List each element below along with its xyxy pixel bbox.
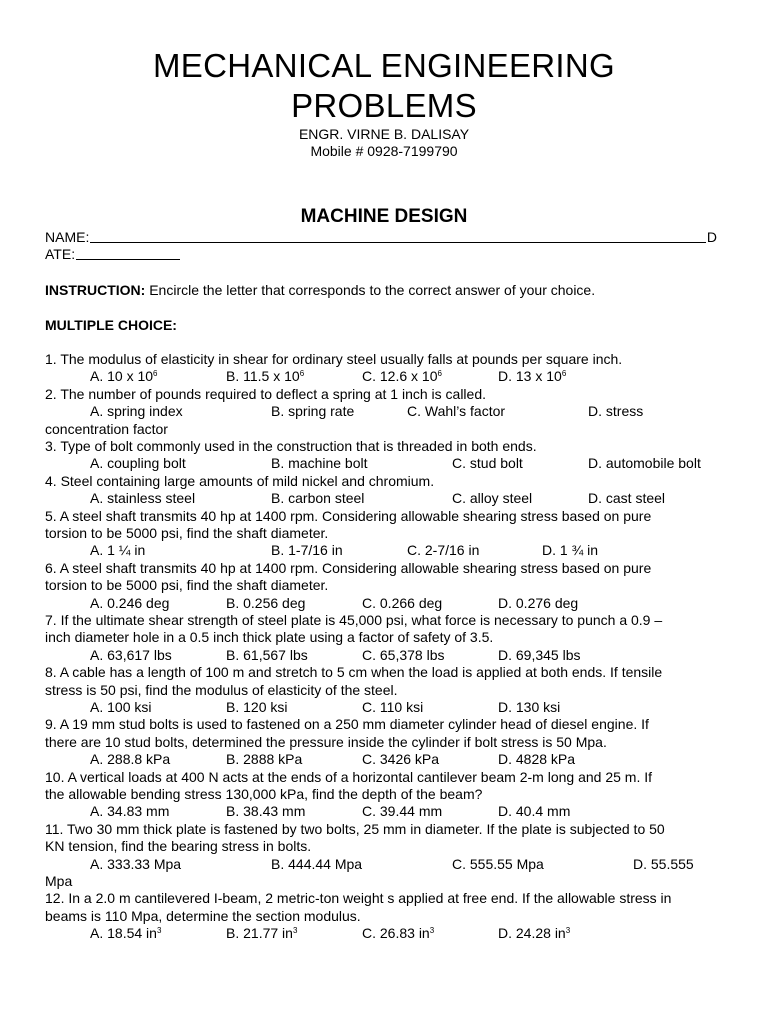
question-8-choice-b[interactable] — [226, 699, 287, 716]
name-line — [45, 229, 717, 246]
choice-text: B. 120 ksi — [226, 699, 288, 715]
question-4-choice-b[interactable] — [271, 490, 364, 507]
question-3-choices — [90, 455, 730, 472]
choice-text: C. stud bolt — [452, 455, 523, 472]
choice-text: B. 1-7/16 in — [271, 542, 343, 559]
choice-text: D. 4828 kPa — [498, 751, 576, 768]
question-7-text-line-1: 7. If the ultimate shear strength of steel plate is 45,000 psi, what force is necessary to punch a 0.9 – — [45, 612, 663, 628]
question-4-choices — [90, 490, 730, 507]
name-blank[interactable] — [90, 229, 706, 243]
choice-text: A. 34.83 mm — [90, 803, 170, 820]
choice-exponent: 3 — [156, 926, 162, 936]
document-title-line-1: MECHANICAL ENGINEERING — [153, 47, 615, 84]
date-blank[interactable] — [76, 246, 180, 260]
question-8-choice-a[interactable] — [90, 699, 151, 716]
question-5-choice-b[interactable] — [271, 542, 343, 559]
question-4-choice-d[interactable] — [588, 490, 665, 507]
question-8-choice-d[interactable] — [498, 699, 560, 716]
author-mobile: Mobile # 0928-7199790 — [310, 143, 458, 159]
question-6-choices — [90, 595, 730, 612]
question-1-choice-c[interactable] — [362, 368, 442, 385]
document-title-line-2: PROBLEMS — [291, 87, 477, 124]
choice-text: D. 1 ¾ in — [542, 542, 599, 559]
choice-text: B. 0.256 deg — [226, 594, 306, 611]
choice-text: A. 288.8 kPa — [90, 751, 171, 768]
choice-text: B. 444.44 Mpa — [271, 855, 363, 872]
question-7-choice-b[interactable] — [226, 647, 308, 664]
question-2-choices — [90, 403, 730, 420]
question-7-choice-a[interactable] — [90, 647, 172, 664]
choice-text: A. coupling bolt — [90, 455, 186, 472]
name-label: NAME: — [45, 229, 90, 245]
choice-exponent: 3 — [292, 926, 298, 936]
choice-text: C. 555.55 Mpa — [452, 855, 544, 872]
section-title: MACHINE DESIGN — [300, 206, 468, 227]
choice-text: C. 2-7/16 in — [407, 542, 480, 559]
question-8-text-line-2: stress is 50 psi, find the modulus of elasticity of the steel. — [45, 681, 398, 698]
question-4-text-line-1: 4. Steel containing large amounts of mild nickel and chromium. — [45, 472, 435, 489]
question-10-choices — [90, 803, 730, 820]
question-9-text-line-1: 9. A 19 mm stud bolts is used to fastened on a 250 mm diameter cylinder head of diesel engine. If — [45, 716, 649, 733]
question-7-text-line-2: inch diameter hole in a 0.5 inch thick plate using a factor of safety of 3.5. — [45, 629, 494, 646]
choice-exponent: 3 — [565, 926, 571, 936]
question-10-choice-c[interactable] — [362, 803, 442, 820]
choice-text: B. spring rate — [271, 403, 355, 420]
choice-exponent: 6 — [153, 369, 158, 379]
date-label-start: D — [706, 229, 717, 245]
question-5-text-line-2: torsion to be 5000 psi, find the shaft diameter. — [45, 525, 329, 541]
question-3-choice-a[interactable] — [90, 455, 186, 472]
question-3-text-line-1: 3. Type of bolt commonly used in the construction that is threaded in both ends. — [45, 438, 537, 454]
choice-text: C. Wahl’s factor — [407, 403, 506, 420]
question-5-choice-d[interactable] — [542, 542, 598, 559]
question-3-choice-c[interactable] — [452, 455, 523, 472]
choice-text: D. stress — [588, 403, 644, 420]
question-9-choice-c[interactable] — [362, 751, 439, 768]
question-10-choice-a[interactable] — [90, 803, 169, 820]
question-11-choice-continuation: Mpa — [45, 873, 73, 889]
question-2-choice-b[interactable] — [271, 403, 354, 420]
choice-text: B. 2888 kPa — [226, 751, 303, 768]
choice-text: D. 13 x 10 — [498, 368, 562, 385]
question-1-text-line-1: 1. The modulus of elasticity in shear for ordinary steel usually falls at pounds per square inch. — [45, 351, 623, 367]
question-5-text-line-1: 5. A steel shaft transmits 40 hp at 1400 rpm. Considering allowable shearing stress based on pure — [45, 507, 652, 524]
question-8-choice-c[interactable] — [362, 699, 423, 716]
question-6-text-line-2: torsion to be 5000 psi, find the shaft diameter. — [45, 577, 329, 594]
choice-text: A. stainless steel — [90, 490, 196, 507]
question-11-choice-c[interactable] — [452, 856, 544, 873]
question-8-text-line-1: 8. A cable has a length of 100 m and stretch to 5 cm when the load is applied at both ends. If tensile — [45, 664, 663, 681]
choice-text: D. 40.4 mm — [498, 803, 571, 820]
choice-text: C. 65,378 lbs — [362, 646, 445, 663]
question-11-choice-b[interactable] — [271, 856, 362, 873]
question-4-choice-c[interactable] — [452, 490, 532, 507]
choice-text: D. 69,345 lbs — [498, 646, 581, 663]
choice-text: A. 10 x 10 — [90, 368, 154, 385]
choice-exponent: 3 — [429, 926, 435, 936]
question-9-choice-d[interactable] — [498, 751, 575, 768]
choice-text: A. spring index — [90, 403, 183, 420]
choice-text: B. carbon steel — [271, 490, 365, 507]
instruction-text: Encircle the letter that corresponds to the correct answer of your choice. — [145, 282, 596, 298]
question-12-text-line-1: 12. In a 2.0 m cantilevered I-beam, 2 metric-ton weight s applied at free end. If the allowable stress in — [45, 890, 672, 907]
choice-text: B. 61,567 lbs — [226, 646, 308, 663]
choice-text: D. 24.28 in — [498, 925, 566, 942]
question-8-choices — [90, 699, 730, 716]
choice-text: C. 12.6 x 10 — [362, 368, 438, 385]
choice-text: A. 100 ksi — [90, 699, 152, 715]
question-5-choice-a[interactable] — [90, 542, 145, 559]
question-11-text-line-2: KN tension, find the bearing stress in bolts. — [45, 838, 312, 855]
choice-exponent: 6 — [437, 369, 442, 379]
choice-text: A. 0.246 deg — [90, 594, 170, 611]
choice-text: B. 38.43 mm — [226, 803, 306, 820]
choice-text: A. 1 ¼ in — [90, 542, 146, 559]
choice-text: C. 3426 kPa — [362, 751, 440, 768]
choice-text: A. 333.33 Mpa — [90, 855, 182, 872]
question-2-choice-a[interactable] — [90, 403, 183, 420]
question-7-choices — [90, 647, 730, 664]
choice-text: D. 55.555 — [633, 855, 694, 872]
choice-text: D. 130 ksi — [498, 699, 561, 715]
choice-text: B. 21.77 in — [226, 925, 293, 942]
question-12-choice-b[interactable] — [226, 925, 297, 942]
question-10-text-line-2: the allowable bending stress 130,000 kPa, find the depth of the beam? — [45, 786, 483, 802]
question-9-text-line-2: there are 10 stud bolts, determined the pressure inside the cylinder if bolt stress is 50 Mpa. — [45, 733, 607, 750]
question-6-choice-b[interactable] — [226, 595, 305, 612]
question-12-choices — [90, 925, 730, 942]
question-2-choice-continuation: concentration factor — [45, 420, 168, 437]
question-10-text-line-1: 10. A vertical loads at 400 N acts at the ends of a horizontal cantilever beam 2-m long and 25 m. If — [45, 768, 653, 785]
question-12-choice-d[interactable] — [498, 925, 570, 942]
choice-text: C. 0.266 deg — [362, 594, 443, 611]
question-9-choice-a[interactable] — [90, 751, 170, 768]
question-3-choice-d[interactable] — [588, 455, 701, 472]
question-2-choice-d[interactable] — [588, 403, 643, 420]
question-9-choice-b[interactable] — [226, 751, 302, 768]
question-10-choice-b[interactable] — [226, 803, 305, 820]
choice-text: A. 63,617 lbs — [90, 646, 172, 663]
question-5-choice-c[interactable] — [407, 542, 479, 559]
date-label-rest: ATE: — [45, 246, 76, 262]
question-11-text-line-1: 11. Two 30 mm thick plate is fastened by two bolts, 25 mm in diameter. If the plate is subjected to 50 — [45, 820, 665, 837]
instruction-label: INSTRUCTION: — [45, 282, 146, 298]
question-12-choice-c[interactable] — [362, 925, 434, 942]
question-7-choice-c[interactable] — [362, 647, 445, 664]
choice-text: C. 110 ksi — [362, 699, 424, 715]
question-12-text-line-2: beams is 110 Mpa, determine the section modulus. — [45, 907, 361, 924]
date-line — [45, 246, 180, 263]
question-2-text-line-1: 2. The number of pounds required to deflect a spring at 1 inch is called. — [45, 385, 487, 402]
question-6-choice-d[interactable] — [498, 595, 578, 612]
choice-text: D. 0.276 deg — [498, 594, 579, 611]
question-11-choice-a[interactable] — [90, 856, 181, 873]
question-9-choices — [90, 751, 730, 768]
choice-text: C. 26.83 in — [362, 925, 430, 942]
choice-text: D. cast steel — [588, 490, 666, 507]
instruction-line — [45, 282, 595, 299]
choice-text: A. 18.54 in — [90, 925, 157, 942]
question-6-choice-a[interactable] — [90, 595, 169, 612]
question-4-choice-a[interactable] — [90, 490, 195, 507]
choice-text: B. 11.5 x 10 — [226, 368, 300, 385]
question-3-choice-b[interactable] — [271, 455, 368, 472]
choice-exponent: 6 — [299, 369, 305, 379]
choice-text: D. automobile bolt — [588, 455, 701, 472]
question-6-choice-c[interactable] — [362, 595, 442, 612]
question-1-choice-b[interactable] — [226, 368, 304, 385]
question-11-choices — [90, 856, 730, 873]
question-11-choice-d[interactable] — [633, 856, 694, 873]
author-name: ENGR. VIRNE B. DALISAY — [298, 126, 470, 142]
choice-text: B. machine bolt — [271, 455, 368, 472]
choice-text: C. alloy steel — [452, 490, 533, 507]
multiple-choice-label: MULTIPLE CHOICE: — [45, 317, 177, 333]
question-1-choice-a[interactable] — [90, 368, 158, 385]
question-12-choice-a[interactable] — [90, 925, 161, 942]
question-1-choice-d[interactable] — [498, 368, 566, 385]
question-6-text-line-1: 6. A steel shaft transmits 40 hp at 1400 rpm. Considering allowable shearing stress based on pure — [45, 559, 652, 576]
question-1-choices — [90, 368, 730, 385]
question-7-choice-d[interactable] — [498, 647, 581, 664]
question-5-choices — [90, 542, 730, 559]
question-2-choice-c[interactable] — [407, 403, 505, 420]
question-10-choice-d[interactable] — [498, 803, 570, 820]
choice-exponent: 6 — [561, 369, 567, 379]
choice-text: C. 39.44 mm — [362, 803, 443, 820]
